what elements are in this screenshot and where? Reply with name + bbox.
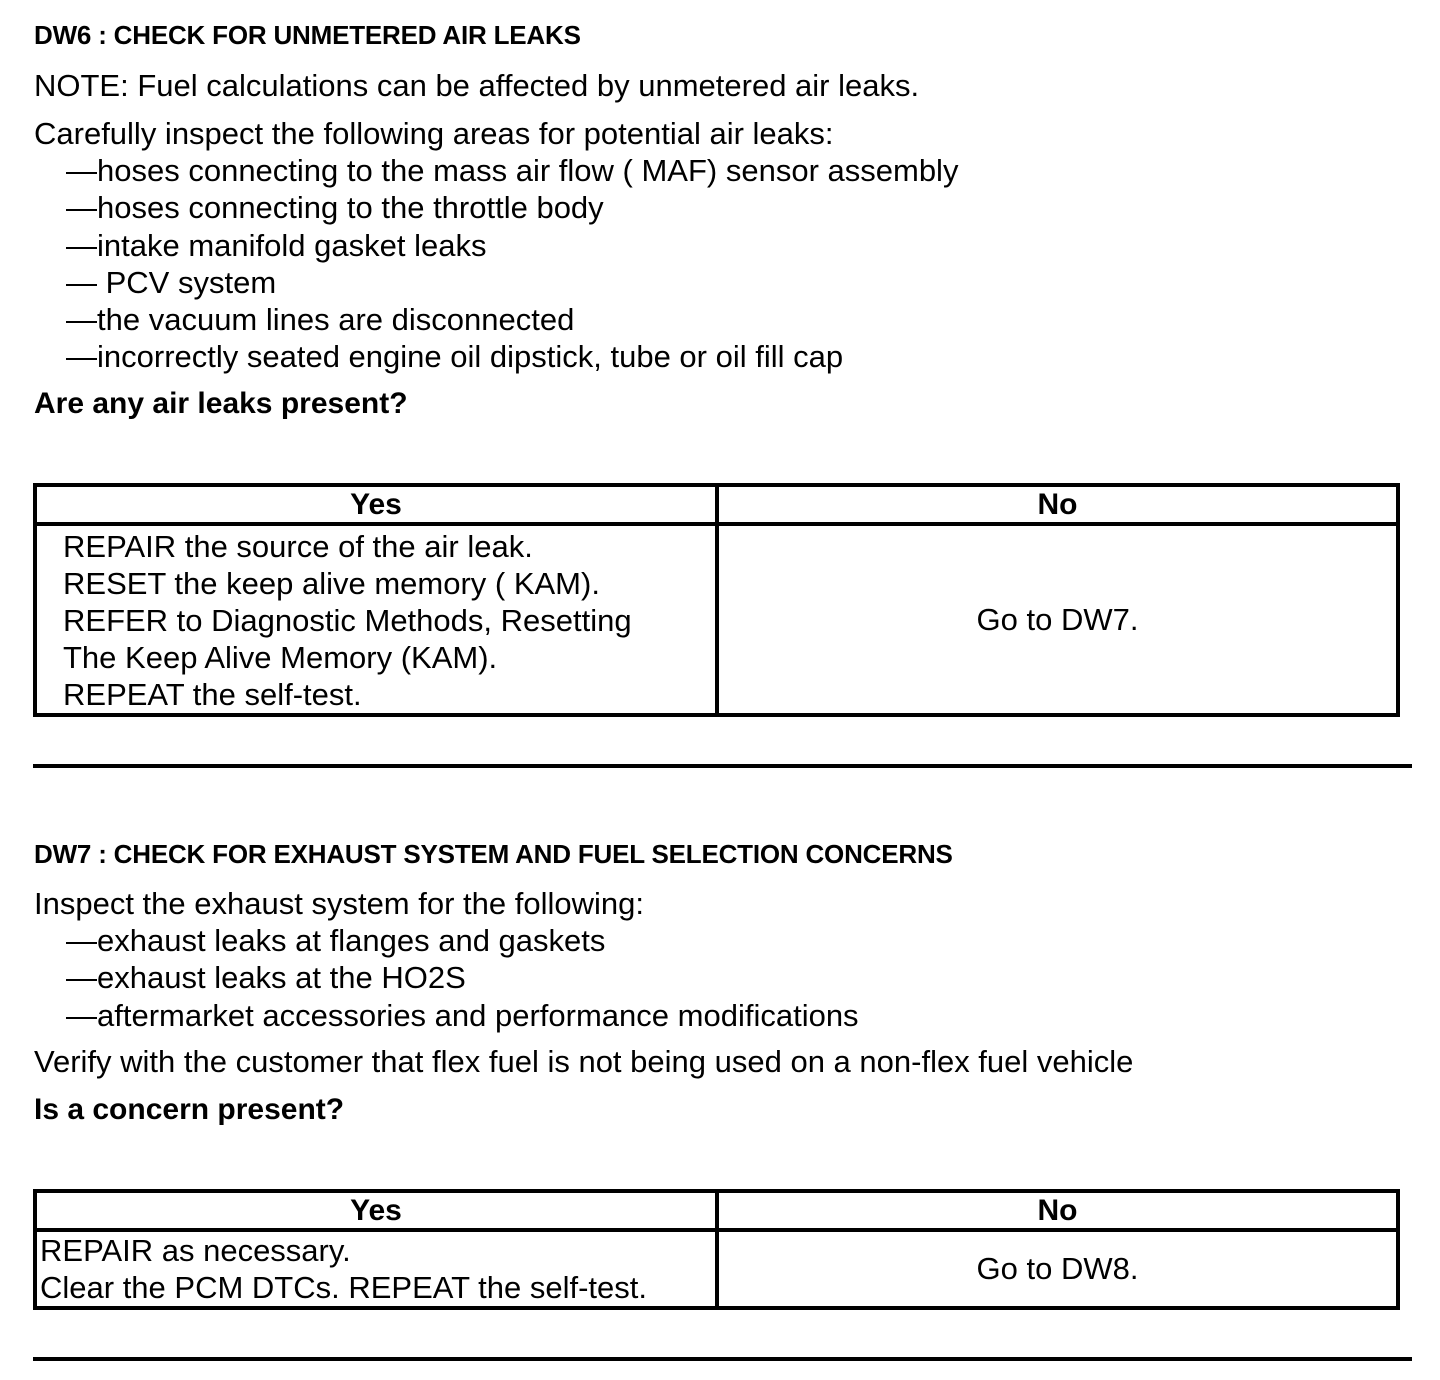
yes-line: Clear the PCM DTCs. REPEAT the self-test.: [40, 1270, 647, 1305]
dw7-title: DW7 : CHECK FOR EXHAUST SYSTEM AND FUEL SELECTION CONCERNS: [34, 839, 953, 869]
dw7-inspection-list: [66, 922, 859, 1034]
dw6-inspection-list: [66, 152, 958, 376]
list-item: —hoses connecting to the throttle body: [66, 190, 604, 226]
yes-line: REPAIR as necessary.: [40, 1233, 351, 1268]
list-item: —the vacuum lines are disconnected: [66, 302, 575, 338]
dw6-note: NOTE: Fuel calculations can be affected by unmetered air leaks.: [34, 68, 920, 103]
dw6-question: Are any air leaks present?: [34, 387, 408, 420]
list-item: —aftermarket accessories and performance modifications: [66, 997, 859, 1033]
dw7-result-table: [33, 1189, 1400, 1310]
list-item: —intake manifold gasket leaks: [66, 227, 487, 263]
no-header: No: [717, 485, 1398, 524]
yes-line: REPAIR the source of the air leak.: [63, 529, 533, 564]
section-divider: [33, 764, 1412, 768]
list-item: —exhaust leaks at the HO2S: [66, 960, 466, 996]
list-item: —hoses connecting to the mass air flow ( MAF) sensor assembly: [66, 153, 959, 188]
yes-cell: [35, 1230, 717, 1308]
no-cell: Go to DW7.: [717, 524, 1398, 715]
dw6-instruction: Carefully inspect the following areas for potential air leaks:: [34, 116, 834, 151]
yes-line: RESET the keep alive memory ( KAM).: [63, 566, 600, 601]
list-item: —exhaust leaks at flanges and gaskets: [66, 923, 606, 958]
dw7-verify: Verify with the customer that flex fuel is not being used on a non-flex fuel vehicle: [34, 1044, 1134, 1079]
yes-line: REPEAT the self-test.: [63, 677, 362, 712]
yes-header: Yes: [35, 1191, 717, 1230]
dw7-instruction: Inspect the exhaust system for the following:: [34, 886, 644, 921]
yes-line: REFER to Diagnostic Methods, Resetting: [63, 603, 632, 638]
no-cell: Go to DW8.: [717, 1230, 1398, 1308]
list-item: —incorrectly seated engine oil dipstick, tube or oil fill cap: [66, 339, 844, 375]
no-header: No: [717, 1191, 1398, 1230]
section-divider: [33, 1357, 1412, 1361]
yes-line: The Keep Alive Memory (KAM).: [63, 640, 498, 675]
yes-cell: [35, 524, 717, 715]
list-item: — PCV system: [66, 264, 277, 300]
dw7-question: Is a concern present?: [34, 1093, 345, 1126]
dw6-result-table: [33, 483, 1400, 717]
yes-header: Yes: [35, 485, 717, 524]
dw6-title: DW6 : CHECK FOR UNMETERED AIR LEAKS: [34, 20, 581, 50]
